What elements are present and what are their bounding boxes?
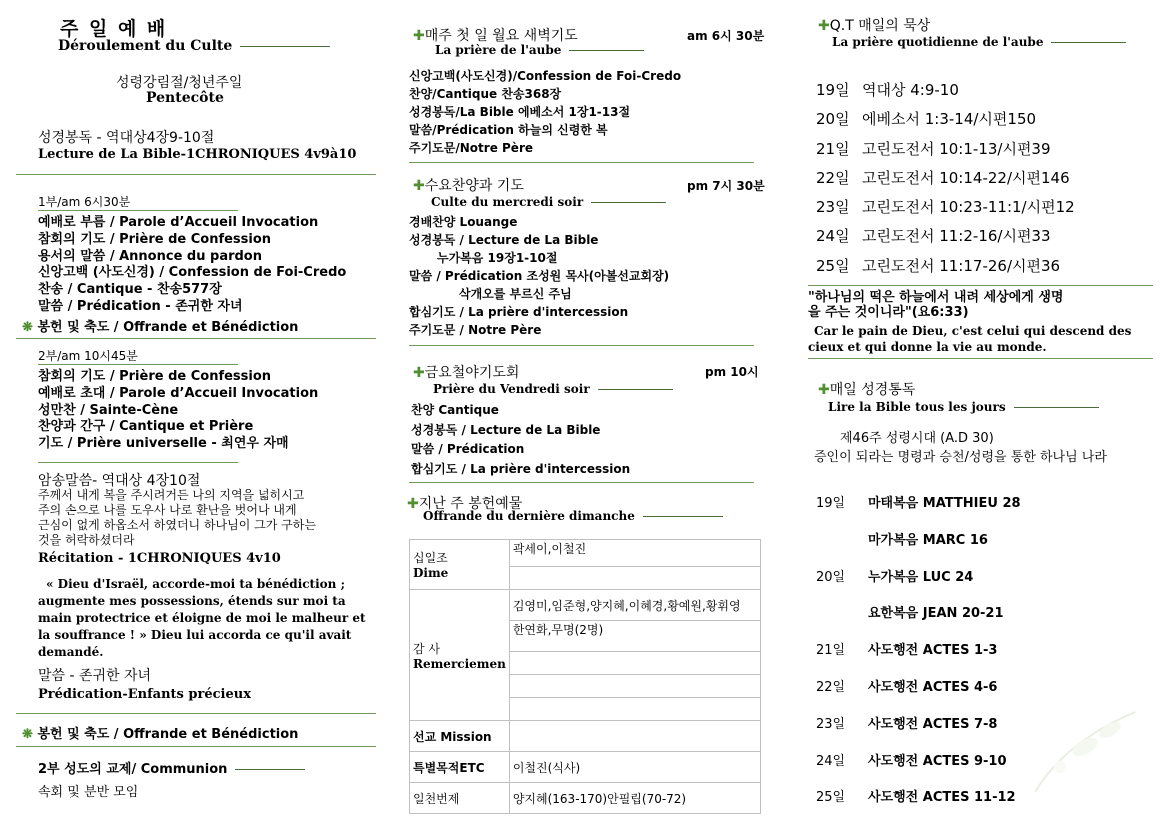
cross-icon: ✚ <box>407 496 419 512</box>
list-item: 25일 고린도전서 11:17-26/시편36 <box>816 256 1061 275</box>
sunday-title-fr: Déroulement du Culte <box>58 38 330 54</box>
list-item: 20일 에베소서 1:3-14/시편150 <box>816 110 1037 129</box>
special-label: 특별목적ETC <box>410 752 510 783</box>
column-sunday-service <box>22 0 377 810</box>
list-item: 24일 사도행전 ACTES 9-10 <box>816 753 1007 769</box>
cross-icon: ✚ <box>413 365 425 381</box>
friday-time: pm 10시 <box>705 365 759 379</box>
wednesday-title: ✚수요찬양과 기도 <box>413 178 524 194</box>
weekly-verse-fr: Car le pain de Dieu, c'est celui qui descend des cieux et qui donne la vie au monde. <box>808 324 1132 354</box>
reading-title-fr: Lecture de La Bible-1CHRONIQUES 4v9à10 <box>38 147 357 162</box>
sermon-kr: 말씀 - 존귀한 자녀 <box>38 668 152 684</box>
dawn-item: 찬양/Cantique 찬송368장 <box>409 87 562 101</box>
dawn-prayer-fr: La prière de l'aube <box>435 43 644 57</box>
bible-reading-title: ✚매일 성경통독 <box>818 382 916 398</box>
memory-verse-kr: 주께서 내게 복을 주시려거든 나의 지역을 넓히시고 주의 손으로 나를 도우사 나로 환난을 벗어나 내게 근심이 없게 하옵소서 하였더니 하나님이 그가 구하는 것을 허락하셨더라 <box>38 488 316 547</box>
friday-item: 성경봉독 / Lecture de La Bible <box>411 422 601 437</box>
friday-item: 말씀 / Prédication <box>411 442 525 456</box>
flower-watermark-icon <box>1025 702 1145 802</box>
dawn-prayer-title: ✚매주 첫 일 월요 새벽기도 <box>413 28 578 44</box>
table-row <box>410 721 761 752</box>
wednesday-item: 누가복음 19장1-10절 <box>437 251 558 265</box>
thanks-names-1: 김영미,임준형,양지혜,이혜경,황예원,황휘영 <box>509 590 760 621</box>
mission-label: 선교 Mission <box>410 721 510 752</box>
dawn-item: 말씀/Prédication 하늘의 신령한 복 <box>409 123 608 137</box>
list-item: 24일 고린도전서 11:2-16/시편33 <box>816 227 1051 246</box>
cross-icon: ✚ <box>818 18 830 34</box>
column-weekly-prayer <box>395 0 770 810</box>
friday-item: 찬양 Cantique <box>411 403 499 417</box>
wednesday-fr: Culte du mercredi soir <box>431 195 666 209</box>
wednesday-time: pm 7시 30분 <box>687 179 765 193</box>
qt-title: ✚Q.T 매일의 묵상 <box>818 18 931 34</box>
week-theme: 증인이 되라는 명령과 승천/성령을 통한 하나님 나라 <box>814 450 1107 465</box>
list-item: 마가복음 MARC 16 <box>868 532 988 548</box>
thousand-names: 양지혜(163-170)안필립(70-72) <box>509 783 760 814</box>
wednesday-order <box>409 213 669 339</box>
table-row <box>410 590 761 621</box>
service1-time: 1부/am 6시30분 <box>38 195 131 209</box>
service2-item: 기도 / Prière universelle - 최연우 자매 <box>38 436 289 452</box>
service2-item: 예배로 초대 / Parole d’Accueil Invocation <box>38 385 319 401</box>
fellowship: 속회 및 분반 모임 <box>38 785 139 800</box>
wednesday-item: 삭개오를 부르신 주님 <box>459 287 572 301</box>
wednesday-item: 말씀 / Prédication 조성원 목사(아볼선교회장) <box>409 269 670 283</box>
offering-table <box>409 539 761 814</box>
week-number: 제46주 성령시대 (A.D 30) <box>840 431 994 446</box>
dawn-prayer-order <box>409 67 681 157</box>
flower-icon: ❋ <box>22 727 33 742</box>
cross-icon: ✚ <box>413 178 425 194</box>
memory-verse-fr: « Dieu d'Israël, accorde-moi ta bénédiction ; augmente mes possessions, étends sur moi ta main protectrice et éloigne de moi le malheur et la souffrance ! » Dieu lui accorda ce qu'il avait demandé. <box>38 577 366 659</box>
list-item: 20일 누가복음 LUC 24 <box>816 569 974 585</box>
dawn-item: 성경봉독/La Bible 에베소서 1장1-13절 <box>409 105 631 119</box>
qt-list <box>816 76 1075 281</box>
sunday-title: 주 일 예 배 <box>60 18 168 40</box>
qt-fr: La prière quotidienne de l'aube <box>832 35 1126 49</box>
sermon-fr: Prédication-Enfants précieux <box>38 687 251 702</box>
dawn-item: 주기도문/Notre Père <box>409 141 533 155</box>
cross-icon: ✚ <box>413 28 425 44</box>
list-item: 19일 마태복음 MATTHIEU 28 <box>816 496 1021 511</box>
cross-icon: ✚ <box>818 382 830 398</box>
offering-benediction: ❋ 봉헌 및 축도 / Offrande et Bénédiction <box>22 727 299 742</box>
dawn-item: 신앙고백(사도신경)/Confession de Foi-Credo <box>409 69 682 83</box>
thanks-names-2: 한연화,무명(2명) <box>509 621 760 652</box>
service1-order <box>38 215 346 316</box>
list-item: 요한복음 JEAN 20-21 <box>868 606 1004 622</box>
dawn-prayer-time: am 6시 30분 <box>687 29 765 43</box>
service2-item: 참회의 기도 / Prière de Confession <box>38 369 272 384</box>
communion: 2부 성도의 교제/ Communion <box>38 758 305 777</box>
memory-verse-title: 암송말씀- 역대상 4장10절 <box>38 473 201 489</box>
service1-item: 참회의 기도 / Prière de Confession <box>38 231 272 247</box>
flower-icon: ❋ <box>22 320 33 335</box>
service1-item: 찬송 / Cantique - 찬송577장 <box>38 282 222 298</box>
table-row <box>410 783 761 814</box>
service1-item: 예배로 부름 / Parole d’Accueil Invocation <box>38 215 319 230</box>
list-item: 22일 고린도전서 10:14-22/시편146 <box>816 168 1070 187</box>
tithe-names: 곽세이,이철진 <box>509 540 760 567</box>
wednesday-item: 주기도문 / Notre Père <box>409 323 542 337</box>
bible-reading-fr: Lire la Bible tous les jours <box>828 400 1099 414</box>
thousand-label: 일천번제 <box>410 783 510 814</box>
tithe-label: 십일조 Dime <box>410 540 510 590</box>
service1-item: 용서의 말씀 / Annonce du pardon <box>38 248 262 264</box>
list-item: 23일 고린도전서 10:23-11:1/시편12 <box>816 198 1075 217</box>
sunday-subtitle: 성령강림절/청년주일 <box>116 75 243 91</box>
reading-title: 성경봉독 - 역대상4장9-10절 <box>38 130 215 146</box>
friday-fr: Prière du Vendredi soir <box>433 382 673 396</box>
service2-order <box>38 369 318 453</box>
friday-order <box>411 401 630 479</box>
thanks-label: 감 사 Remerciemen <box>410 590 510 721</box>
wednesday-item: 합심기도 / La prière d'intercession <box>409 305 629 319</box>
service2-item: 성만찬 / Sainte-Cène <box>38 402 179 418</box>
list-item: 25일 사도행전 ACTES 11-12 <box>816 790 1016 806</box>
list-item: 22일 사도행전 ACTES 4-6 <box>816 679 998 695</box>
service1-item: 말씀 / Prédication - 존귀한 자녀 <box>38 298 243 314</box>
service2-time: 2부/am 10시45분 <box>38 349 138 363</box>
friday-item: 합심기도 / La prière d'intercession <box>411 461 631 476</box>
list-item: 21일 사도행전 ACTES 1-3 <box>816 643 998 659</box>
list-item: 21일 고린도전서 10:1-13/시편39 <box>816 139 1051 158</box>
special-names: 이철진(식사) <box>509 752 760 783</box>
weekly-verse-kr: "하나님의 떡은 하늘에서 내려 세상에게 생명 을 주는 것이니라"(요6:33) <box>808 290 1064 320</box>
table-row <box>410 540 761 567</box>
service2-item: 찬양과 간구 / Cantique et Prière <box>38 419 254 435</box>
list-item: 23일 사도행전 ACTES 7-8 <box>816 716 998 732</box>
offering-title: ✚지난 주 봉헌예물 <box>407 496 523 512</box>
sunday-subtitle-fr: Pentecôte <box>146 90 224 106</box>
offering-fr: Offrande du dernière dimanche <box>423 509 723 523</box>
wednesday-item: 경배찬양 Louange <box>409 215 518 229</box>
service1-offering: ❋ 봉헌 및 축도 / Offrande et Bénédiction <box>22 320 299 335</box>
friday-title: ✚금요철야기도회 <box>413 365 520 381</box>
recitation: Récitation - 1CHRONIQUES 4v10 <box>38 551 281 566</box>
table-row <box>410 752 761 783</box>
wednesday-item: 성경봉독 / Lecture de La Bible <box>409 233 599 247</box>
list-item: 19일 역대상 4:9-10 <box>816 81 959 99</box>
service1-item: 신앙고백 (사도신경) / Confession de Foi-Credo <box>38 265 347 281</box>
column-daily-meditation <box>790 0 1155 810</box>
reading-list <box>816 486 1021 817</box>
